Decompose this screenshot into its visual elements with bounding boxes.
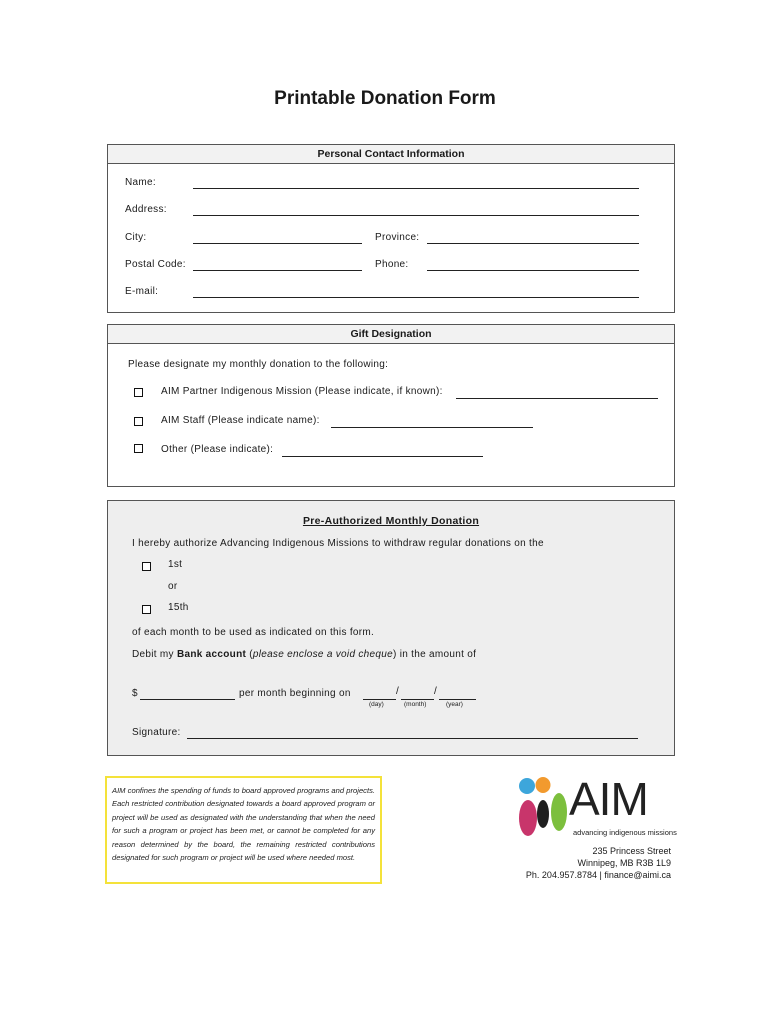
or-label: or — [168, 581, 178, 592]
signature-label: Signature: — [132, 727, 181, 738]
fifteenth-checkbox[interactable] — [142, 605, 151, 614]
phone-field[interactable] — [427, 270, 639, 271]
partner-mission-field[interactable] — [456, 398, 658, 399]
signature-field[interactable] — [187, 738, 638, 739]
preauth-section — [107, 500, 675, 756]
logo-mark-icon — [515, 776, 569, 840]
restricted-funds-note: AIM confines the spending of funds to board approved programs and projects. Each restricted contribution designated towards a board approved program or project will be used as designated with the understanding that when the need for such a program or project has been met, or cannot be completed for any reason determined by the board, the remaining restricted contributions designated for such program or project will be used where needed most. — [105, 776, 382, 884]
staff-label: AIM Staff (Please indicate name): — [161, 415, 320, 426]
page-title: Printable Donation Form — [274, 88, 496, 109]
each-month-text: of each month to be used as indicated on this form. — [132, 627, 375, 638]
month-caption: (month) — [404, 701, 427, 708]
debit-text: Debit my Bank account (please enclose a void cheque) in the amount of — [132, 649, 477, 660]
logo-dark-shape — [537, 800, 549, 828]
address-contact: Ph. 204.957.8784 | finance@aimi.ca — [525, 870, 671, 880]
bank-account-text: Bank account — [176, 649, 247, 660]
gift-intro: Please designate my monthly donation to the following: — [128, 359, 389, 370]
name-label: Name: — [125, 177, 156, 188]
contact-header: Personal Contact Information — [108, 145, 674, 164]
logo-orange-shape — [536, 777, 551, 793]
address-field[interactable] — [193, 215, 639, 216]
date-slash-2: / — [434, 686, 438, 697]
postal-code-label: Postal Code: — [125, 259, 186, 270]
aim-logo — [515, 773, 677, 840]
void-cheque-text: please enclose a void cheque — [252, 649, 393, 660]
other-field[interactable] — [282, 456, 483, 457]
month-field[interactable] — [401, 699, 434, 700]
first-of-month-checkbox[interactable] — [142, 562, 151, 571]
logo-tagline: advancing indigenous missions — [573, 828, 677, 837]
city-field[interactable] — [193, 243, 362, 244]
debit-suffix: ) in the amount of — [393, 649, 477, 660]
partner-mission-label: AIM Partner Indigenous Mission (Please indicate, if known): — [161, 386, 443, 397]
contact-section — [107, 144, 675, 313]
preauth-header: Pre-Authorized Monthly Donation — [302, 515, 480, 527]
authorize-text: I hereby authorize Advancing Indigenous Missions to withdraw regular donations on the — [132, 538, 544, 549]
partner-mission-checkbox[interactable] — [134, 388, 143, 397]
other-label: Other (Please indicate): — [161, 444, 274, 455]
postal-code-field[interactable] — [193, 270, 362, 271]
gift-header: Gift Designation — [108, 325, 674, 344]
mailing-address — [526, 845, 671, 881]
logo-wordmark: AIM — [569, 773, 648, 825]
amount-field[interactable] — [140, 699, 235, 700]
email-label: E-mail: — [125, 286, 159, 297]
dollar-sign: $ — [132, 688, 138, 699]
city-label: City: — [125, 232, 147, 243]
first-of-month-label: 1st — [168, 559, 183, 570]
province-field[interactable] — [427, 243, 639, 244]
address-street: 235 Princess Street — [592, 846, 671, 856]
day-field[interactable] — [363, 699, 396, 700]
logo-blue-shape — [519, 778, 535, 794]
logo-pink-shape — [519, 800, 537, 836]
address-label: Address: — [125, 204, 167, 215]
logo-green-shape — [551, 793, 567, 831]
staff-checkbox[interactable] — [134, 417, 143, 426]
year-field[interactable] — [439, 699, 476, 700]
name-field[interactable] — [193, 188, 639, 189]
email-field[interactable] — [193, 297, 639, 298]
address-city: Winnipeg, MB R3B 1L9 — [577, 858, 671, 868]
other-checkbox[interactable] — [134, 444, 143, 453]
province-label: Province: — [375, 232, 420, 243]
staff-field[interactable] — [331, 427, 533, 428]
per-month-label: per month beginning on — [239, 688, 351, 699]
phone-label: Phone: — [375, 259, 409, 270]
date-slash-1: / — [396, 686, 400, 697]
year-caption: (year) — [446, 701, 463, 708]
debit-prefix: Debit my — [132, 649, 177, 660]
fifteenth-label: 15th — [168, 602, 189, 613]
gift-section — [107, 324, 675, 487]
day-caption: (day) — [369, 701, 384, 708]
